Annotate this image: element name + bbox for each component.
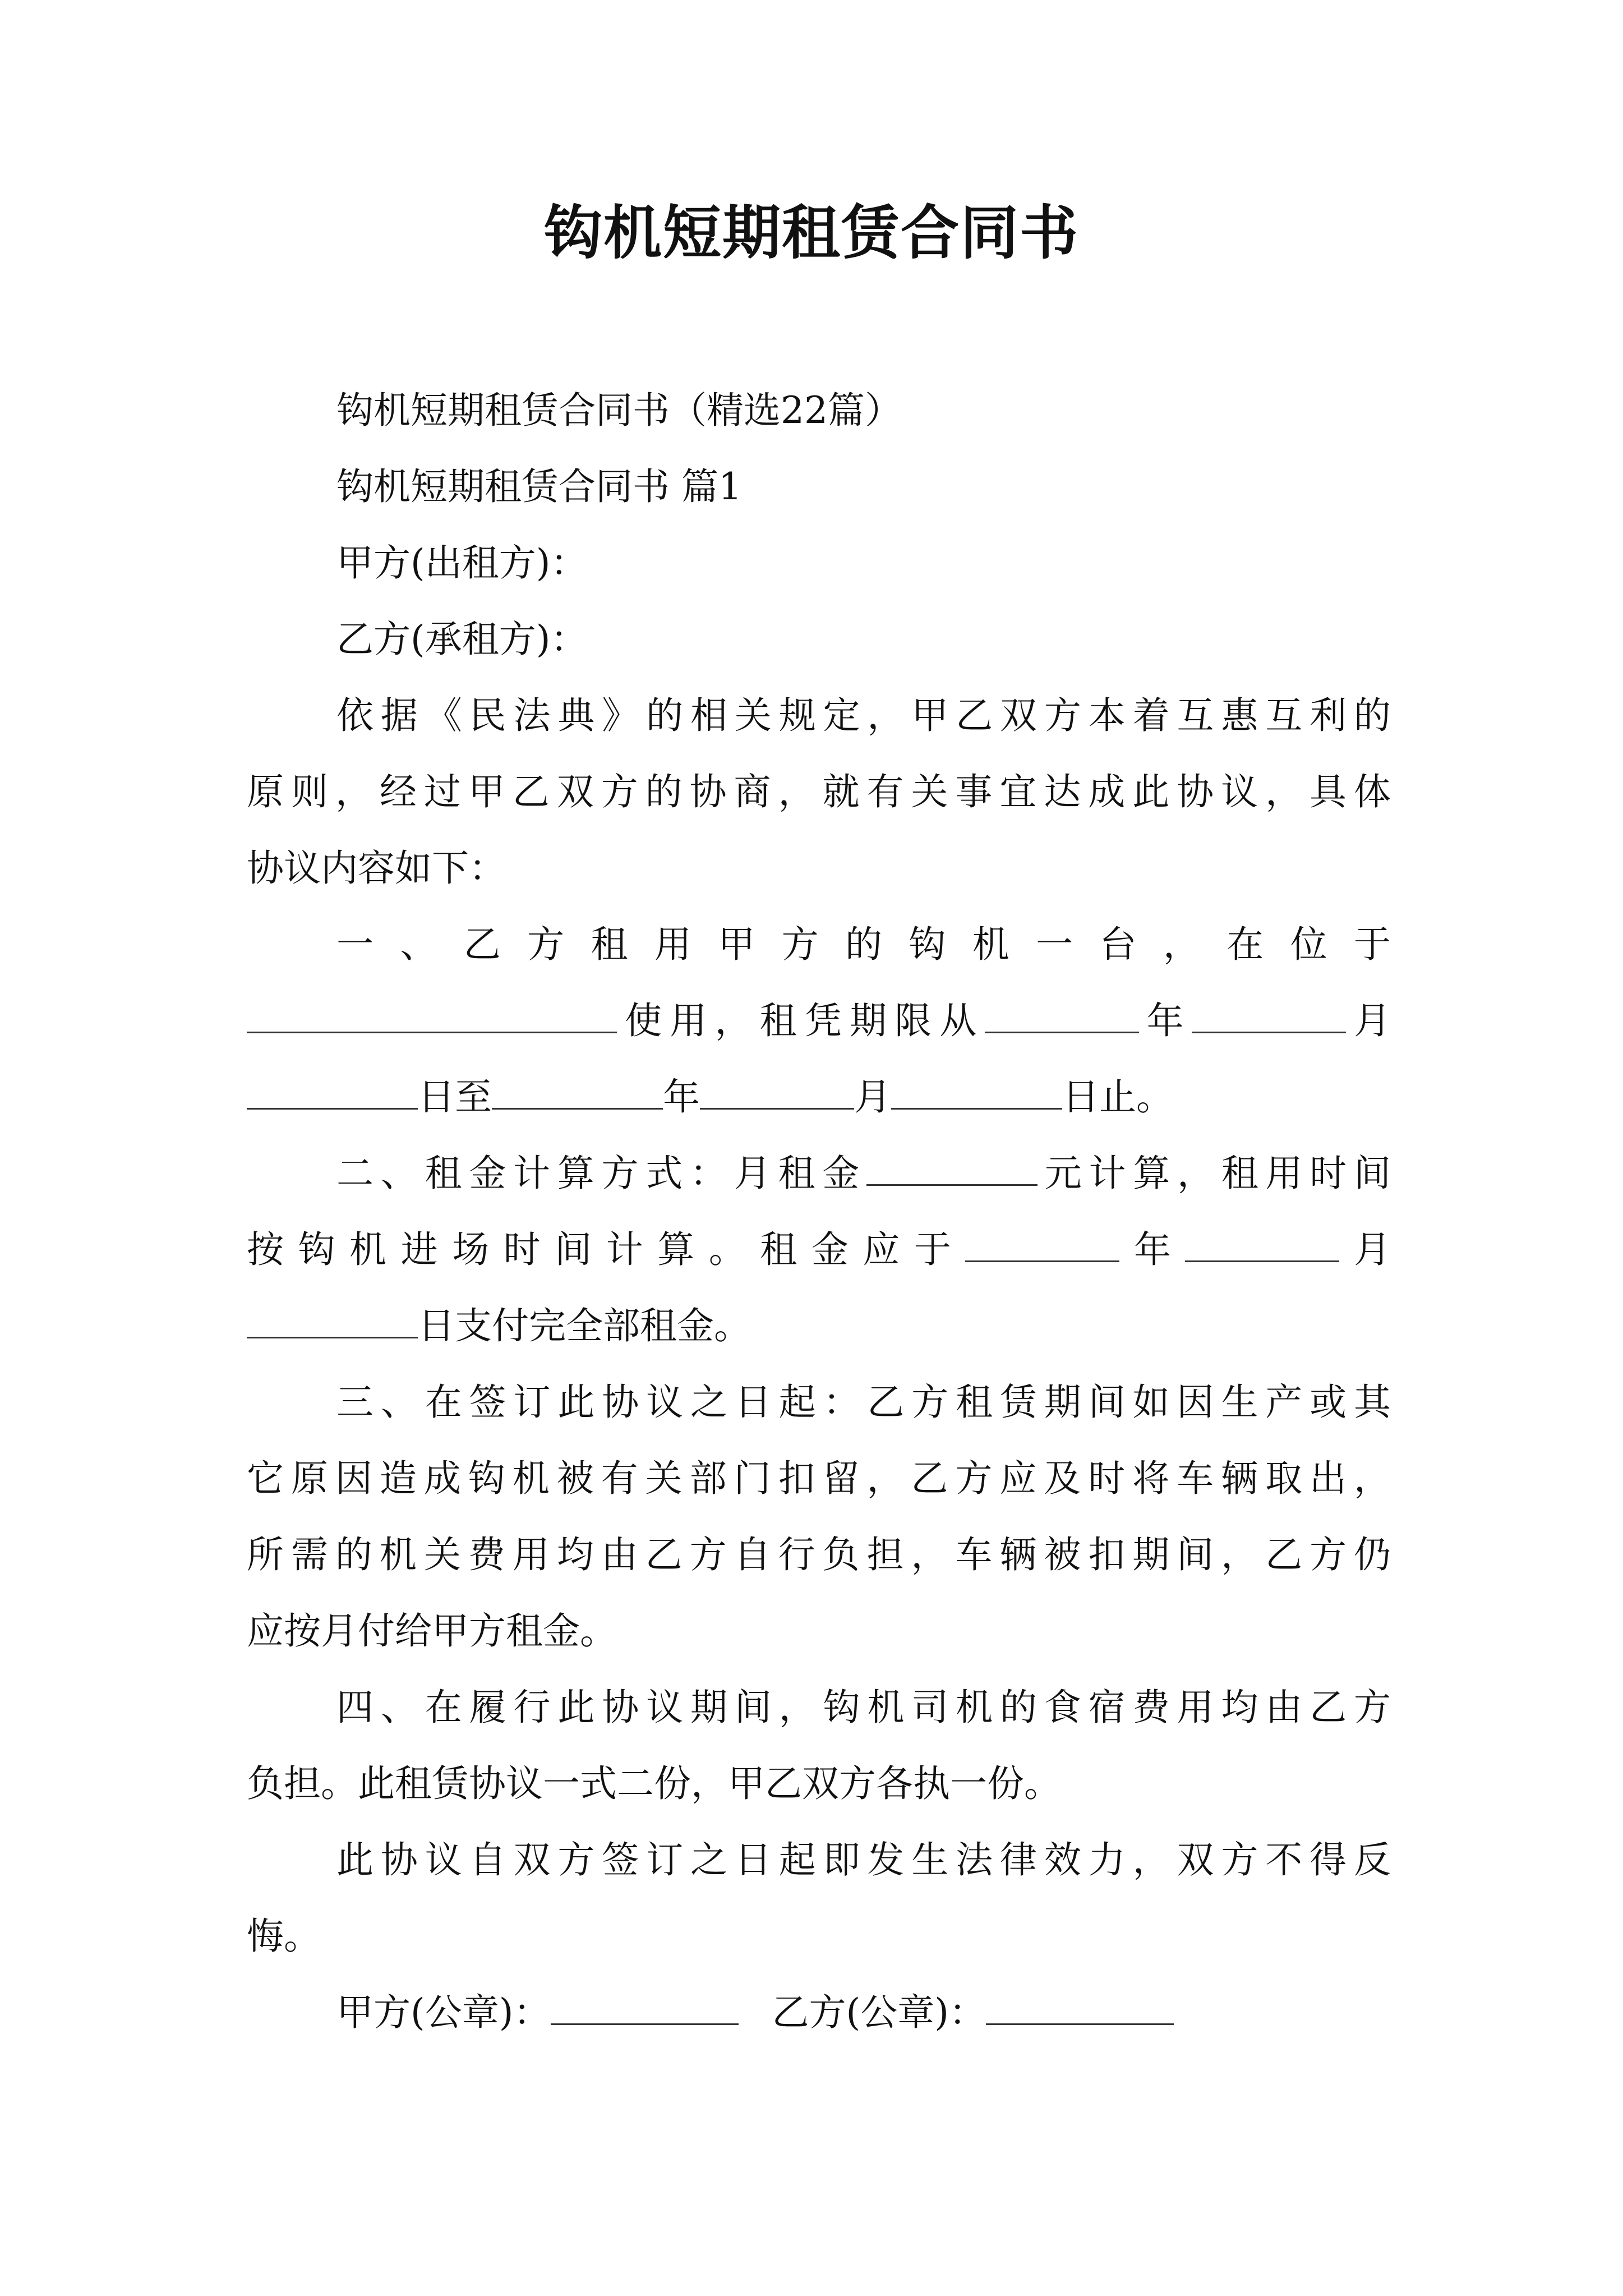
- clause-3-line-1: 三、在签订此协议之日起：乙方租赁期间如因生产或其: [336, 1381, 1391, 1424]
- clause-3-line-2: 它原因造成钩机被有关部门扣留，乙方应及时将车辆取出，: [247, 1457, 1391, 1500]
- clause-1-line-2: [247, 983, 1391, 1059]
- start-year-blank: [985, 997, 1139, 1033]
- clause-1-usage-text: 使用，租凭期限从: [617, 999, 985, 1042]
- signature-line: [247, 1975, 1391, 2051]
- clause-1-day-to: 日至: [418, 1075, 492, 1119]
- payment-day-blank: [247, 1302, 418, 1338]
- payment-month-blank: [1185, 1226, 1339, 1262]
- clause-1-end-year-label: 年: [663, 1075, 700, 1119]
- document-heading: 钩机短期租赁合同书（精选22篇）: [336, 389, 902, 432]
- clause-1-line-3: [247, 1059, 1391, 1135]
- clause-1-day-end: 日止。: [1062, 1075, 1173, 1119]
- preamble-line-1: 依据《民法典》的相关规定，甲乙双方本着互惠互利的: [336, 694, 1391, 737]
- clause-2-payment-end: 日支付完全部租金。: [418, 1304, 751, 1347]
- clause-2-month-label: 月: [1339, 1228, 1391, 1271]
- payment-year-blank: [965, 1226, 1119, 1262]
- preamble-line-2: 原则，经过甲乙双方的协商，就有关事宜达成此协议，具体: [247, 770, 1391, 813]
- end-day-blank: [891, 1073, 1062, 1110]
- document-body: [247, 372, 1391, 2051]
- party-a-label: 甲方(出租方)：: [336, 541, 588, 585]
- start-day-blank: [247, 1073, 418, 1110]
- preamble-line-3: 协议内容如下：: [247, 846, 506, 890]
- clause-1-line-1: 一、乙方租用甲方的钩机一台，在位于: [336, 923, 1391, 966]
- clause-2-line-1: [247, 1135, 1391, 1212]
- clause-1-year-label: 年: [1138, 999, 1192, 1042]
- clause-4-line-2: 负担。此租赁协议一式二份，甲乙双方各执一份。: [247, 1762, 1061, 1805]
- document-title: 钩机短期租赁合同书: [543, 198, 1079, 267]
- end-month-blank: [700, 1073, 854, 1110]
- monthly-rent-blank: [866, 1149, 1038, 1186]
- clause-2-year-label: 年: [1119, 1228, 1186, 1271]
- end-year-blank: [492, 1073, 663, 1110]
- clause-3-line-3: 所需的机关费用均由乙方自行负担，车辆被扣期间，乙方仍: [247, 1533, 1391, 1576]
- clause-2-rent-text: 二、租金计算方式：月租金: [336, 1152, 866, 1195]
- clause-4-line-1: 四、在履行此协议期间，钩机司机的食宿费用均由乙方: [336, 1686, 1391, 1729]
- effect-line-1: 此协议自双方签订之日起即发生法律效力，双方不得反: [336, 1838, 1391, 1881]
- clause-2-line-3: [247, 1288, 1391, 1364]
- clause-2-rent-unit-text: 元计算，租用时间: [1038, 1152, 1391, 1195]
- location-blank: [247, 997, 617, 1033]
- party-b-seal-blank: [986, 1989, 1174, 2025]
- clause-3-line-4: 应按月付给甲方租金。: [247, 1609, 617, 1653]
- party-b-seal-label: 乙方(公章)：: [772, 1991, 986, 2034]
- start-month-blank: [1192, 997, 1346, 1033]
- party-a-seal-label: 甲方(公章)：: [336, 1991, 551, 2034]
- section-title: 钩机短期租赁合同书 篇1: [336, 465, 742, 508]
- party-b-label: 乙方(承租方)：: [336, 618, 588, 661]
- clause-1-month-label: 月: [1345, 999, 1391, 1042]
- clause-2-payment-text: 按钩机进场时间计算。租金应于: [247, 1228, 966, 1271]
- effect-line-2: 悔。: [247, 1915, 321, 1958]
- clause-2-line-2: [247, 1212, 1391, 1288]
- party-a-seal-blank: [551, 1989, 739, 2025]
- clause-1-end-month-label: 月: [854, 1075, 891, 1119]
